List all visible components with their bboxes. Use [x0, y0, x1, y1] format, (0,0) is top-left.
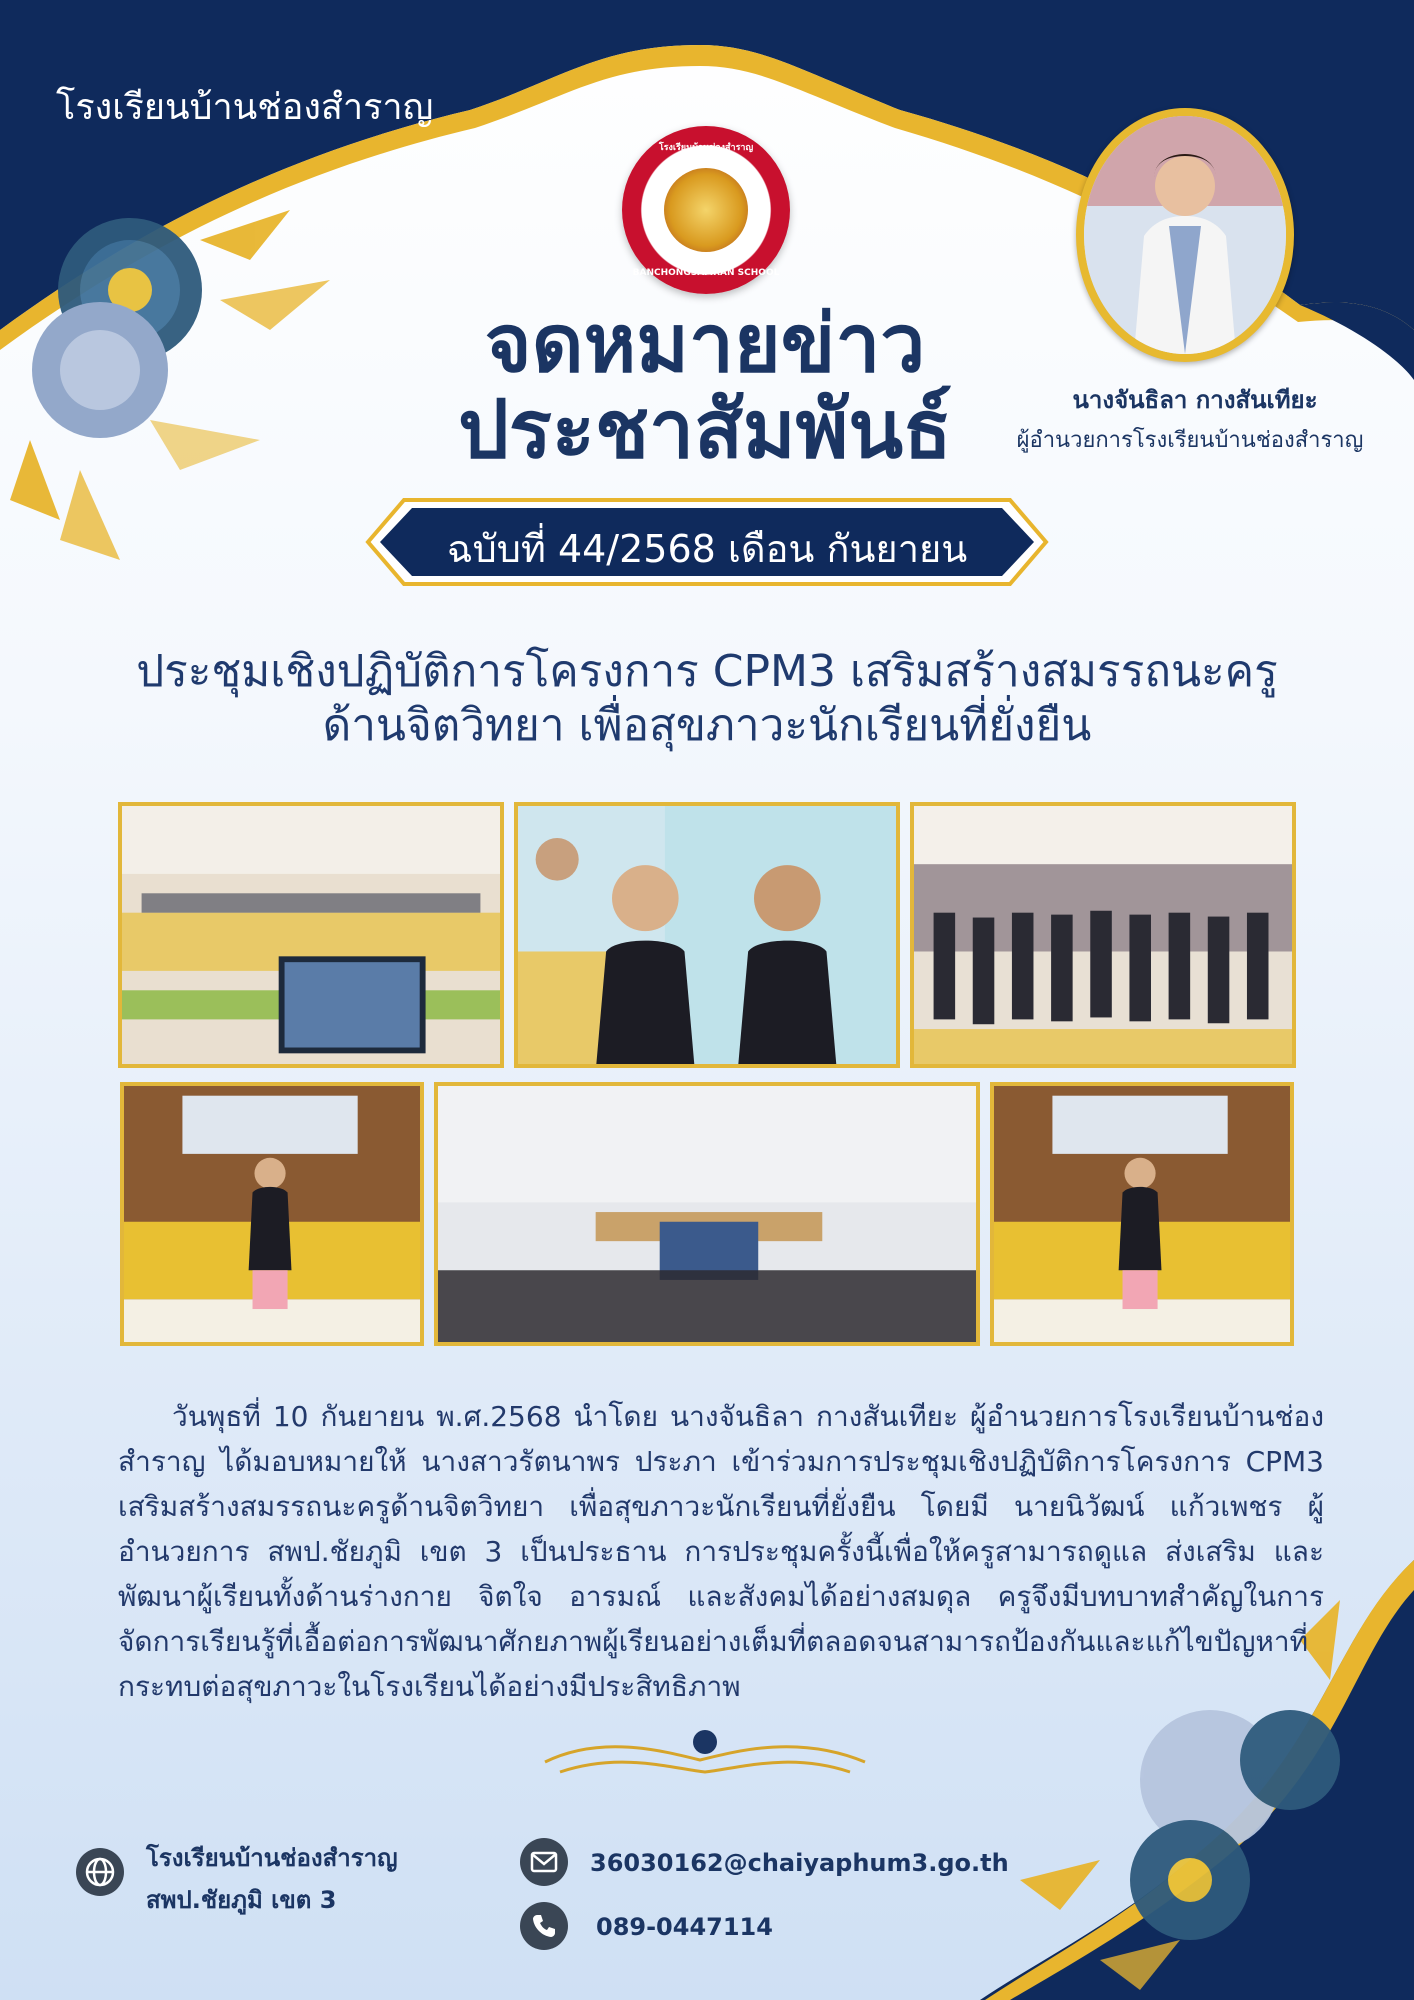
headline-line1: ประชุมเชิงปฏิบัติการโครงการ CPM3 เสริมสร้างสมรรถนะครู — [136, 646, 1278, 697]
photo-group — [910, 802, 1296, 1068]
logo-text-english: BANCHONGSAMRAN SCHOOL — [632, 268, 780, 278]
phone-icon — [520, 1902, 568, 1950]
portrait-image — [1084, 116, 1286, 354]
director-position: ผู้อำนวยการโรงเรียนบ้านช่องสำราญ — [1016, 428, 1364, 453]
issue-number: ฉบับที่ 44/2568 เดือน กันยายน — [446, 527, 968, 571]
director-name: นางจันธิลา กางสันเทียะ — [1072, 386, 1318, 414]
school-name-header: โรงเรียนบ้านช่องสำราญ — [56, 87, 434, 128]
newsletter-title-line2: ประชาสัมพันธ์ — [458, 383, 952, 476]
footer-district: สพป.ชัยภูมิ เขต 3 — [146, 1886, 337, 1914]
photo-meeting-hall — [118, 802, 504, 1068]
logo-emblem-icon — [664, 168, 748, 252]
logo-text-thai: โรงเรียนบ้านช่องสำราญ — [658, 143, 754, 153]
article-paragraph: วันพุธที่ 10 กันยายน พ.ศ.2568 นำโดย นางจันธิลา กางสันเทียะ ผู้อำนวยการโรงเรียนบ้านช่องสำราญ ได้มอบหมายให้ นางสาวรัตนาพร ประภา เข้าร่วมการประชุมเชิงปฏิบัติการโครงการ CPM3 เสริมสร้างสมรรถนะครูด้านจิตวิทยา เพื่อสุขภาวะนักเรียนที่ยั่งยืน โดยมี นายนิวัฒน์ แก้วเพชร ผู้อำนวยการ สพป.ชัยภูมิ เขต 3 เป็นประธาน การประชุมครั้งนี้เพื่อให้ครูสามารถดูแล ส่งเสริม และพัฒนาผู้เรียนทั้งด้านร่างกาย จิตใจ อารมณ์ และสังคมได้อย่างสมดุล ครูจึงมีบทบาทสำคัญในการจัดการเรียนรู้ที่เอื้อต่อการพัฒนาศักยภาพผู้เรียนอย่างเต็มที่ตลอดจนสามารถป้องกันและแก้ไขปัญหาที่กระทบต่อสุขภาวะในโรงเรียนได้อย่างมีประสิทธิภาพ — [118, 1400, 1324, 1703]
photo-teacher-stage-1 — [120, 1082, 424, 1346]
mail-icon — [520, 1838, 568, 1886]
newsletter-title-line1: จดหมายข่าว — [484, 297, 926, 390]
photo-conference-room — [434, 1082, 980, 1346]
school-logo — [622, 126, 790, 294]
footer-email[interactable]: 36030162@chaiyaphum3.go.th — [590, 1849, 1009, 1877]
footer-phone[interactable]: 089-0447114 — [596, 1913, 773, 1941]
photo-teacher-stage-2 — [990, 1082, 1294, 1346]
director-portrait — [1076, 108, 1294, 362]
article-body — [118, 1394, 1324, 1709]
footer-school-name: โรงเรียนบ้านช่องสำราญ — [146, 1844, 398, 1872]
photo-two-teachers — [514, 802, 900, 1068]
globe-icon — [76, 1848, 124, 1896]
headline-line2: ด้านจิตวิทยา เพื่อสุขภาวะนักเรียนที่ยั่งยืน — [322, 700, 1092, 751]
